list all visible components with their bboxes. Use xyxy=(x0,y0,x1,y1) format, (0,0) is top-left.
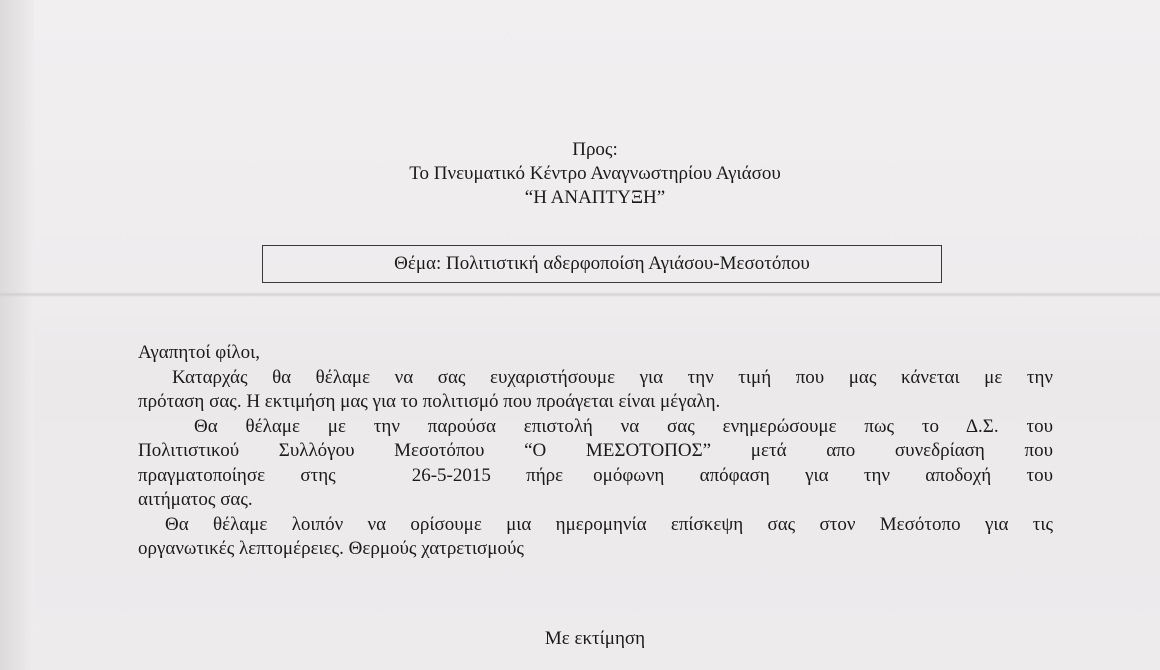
paragraph-2-line-4: αιτήματος σας. xyxy=(138,489,253,510)
subject-line: Θέμα: Πολιτιστική αδερφοποίση Αγιάσου-Μεσοτόπου xyxy=(394,253,810,274)
paragraph-1-line-1: Καταρχάς θα θέλαμε να σας ευχαριστήσουμε για την τιμή που μας κάνεται με την xyxy=(172,366,1053,388)
letter-body xyxy=(138,341,1053,562)
p2-line3-part1: πραγματοποίησε στης xyxy=(138,464,336,486)
paper-left-edge xyxy=(0,0,34,670)
p2-line3-date: 26-5-2015 πήρε xyxy=(411,464,564,486)
greeting: Αγαπητοί φίλοι, xyxy=(138,342,260,363)
paragraph-2-line-2: Πολιτιστικού Συλλόγου Μεσοτόπου “Ο ΜΕΣΟΤΟΠΟΣ” μετά απο συνεδρίαση που xyxy=(138,440,1053,461)
paragraph-1-line-2: πρόταση σας. Η εκτιμήση μας για το πολιτισμό που προάγεται είναι μέγαλη. xyxy=(138,391,721,412)
addressee-to-label: Προς: xyxy=(572,139,618,160)
paragraph-2-line-1: Θα θέλαμε με την παρούσα επιστολή να σας ενημερώσουμε πως το Δ.Σ. του xyxy=(194,415,1053,437)
addressee-block xyxy=(0,138,1160,210)
paragraph-3-line-2: οργανωτικές λεπτομέρειες. Θερμούς χατρετισμούς xyxy=(138,538,524,559)
paragraph-3-line-1: Θα θέλαμε λοιπόν να ορίσουμε μια ημερομηνία επίσκεψη σας στον Μεσότοπο για τις xyxy=(165,513,1053,535)
p2-line3-part2: ομόφωνη απόφαση για την αποδοχή του xyxy=(593,464,1053,486)
addressee-name: “Η ΑΝΑΠΤΥΞΗ” xyxy=(524,187,666,208)
closing-salutation: Με εκτίμηση xyxy=(544,628,646,649)
subject-box xyxy=(262,245,942,283)
paragraph-2-line-3 xyxy=(138,464,1053,489)
paper-fold-line xyxy=(0,292,1160,297)
addressee-organization: Το Πνευματικό Κέντρο Αναγνωστηρίου Αγιάσου xyxy=(409,163,781,184)
